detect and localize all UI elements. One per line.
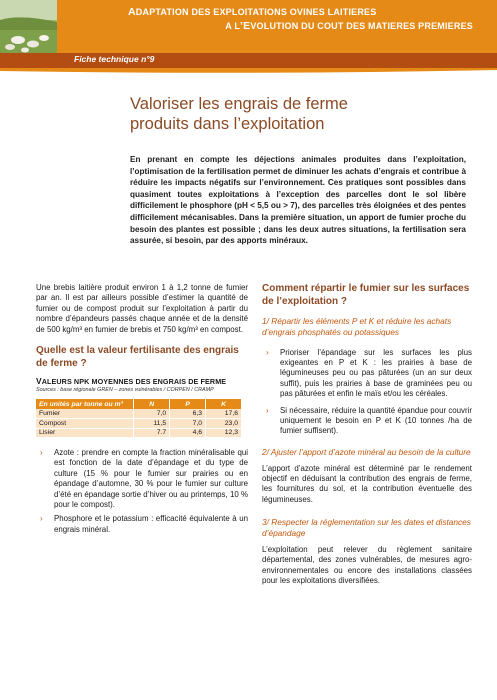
header-title-line1: ADAPTATION DES EXPLOITATIONS OVINES LAITIERES <box>128 6 377 18</box>
value-p: 7,0 <box>170 419 206 429</box>
bullet-arrow-icon: › <box>266 347 269 357</box>
right-column <box>262 283 472 586</box>
header-swoosh <box>0 68 497 74</box>
npk-table-source: Sources : base régionale GREN – zones vulnérables / CORPEN / CRAMP <box>36 387 214 394</box>
intro-paragraph: En prenant en compte les déjections animales produites dans l’exploitation, l’optimisation de la fertilisation permet de diminuer les achats d’engrais et contribue à réduire les impacts négatifs sur l’environnement. Ces pratiques sont possibles dans quasiment toutes exploitations à l’exception des parcelles dont le sol libère difficilement le phosphore (pH < 5,5 ou > 7), des parcelles très éloignées et des pentes difficilement mécanisables. Dans la première situation, un apport de fumier proche du besoin des plantes est possible ; dans les deux autres situations, la fertilisation sera assurée, si besoin, par des apports minéraux. <box>130 155 466 246</box>
subheading-3: 3/ Respecter la réglementation sur les dates et distances d’épandage <box>262 517 471 539</box>
value-n: 11,5 <box>134 419 170 429</box>
subheading-1: 1/ Répartir les éléments P et K et réduire les achats d’engrais phosphatés ou potassiques <box>262 316 452 337</box>
list-item: › Si nécessaire, réduire la quantité épandue pour couvrir uniquement le besoin en P et K (10 tonnes /ha de fumier suffisent). <box>266 405 472 436</box>
value-k: 23,0 <box>206 419 242 429</box>
page-title <box>130 94 430 134</box>
value-n: 7,0 <box>134 409 170 419</box>
list-item: › Prioriser l’épandage sur les surfaces les plus exigeantes en P et K : les prairies à base de légumineuses peu ou pas pâturées (un an sur deux suffit), puis les prairies à base de graminées peu ou pas pâturées et enfin le maïs et/ou les céréales. <box>266 347 472 399</box>
left-paragraph: Une brebis laitière produit environ 1 à 1,2 tonne de fumier par an. Il est par ailleurs possible d’estimer la quantité de fumier ou de compost produit sur l’exploitation à partir du nombre d’épandeurs passés chaque année et de la densité de 500 kg/m³ en fumier de brebis et 750 kg/m³ en compost. <box>36 283 248 334</box>
value-k: 12,3 <box>206 428 242 438</box>
table-row <box>36 409 242 419</box>
value-k: 17,6 <box>206 409 242 419</box>
npk-header-unit: En unités par tonne ou m³ <box>36 399 134 409</box>
value-n: 7.7 <box>134 428 170 438</box>
bullet-arrow-icon: › <box>40 448 43 458</box>
value-p: 4,6 <box>170 428 206 438</box>
row-label: Lisier <box>36 428 134 438</box>
table-row <box>36 428 242 438</box>
title-line2: produits dans l’exploitation <box>130 115 325 133</box>
right-paragraph-2: L’apport d’azote minéral est déterminé par le rendement objectif en déduisant la contribution des engrais de ferme, les fournitures du sol, et la contribution éventuelle des légumineuses. <box>262 463 472 504</box>
header-title-line2: A L’EVOLUTION DU COUT DES MATIERES PREMIERES <box>225 20 473 32</box>
bullet-arrow-icon: › <box>40 514 43 524</box>
npk-header-p: P <box>170 399 206 409</box>
npk-header-k: K <box>206 399 242 409</box>
right-paragraph-3: L’exploitation peut relever du règlement sanitaire départemental, des zones vulnérables, de mesures agro-environnementales ou encore des installations classées pour les exploitations diversifiées. <box>262 544 472 586</box>
row-label: Fumier <box>36 409 134 419</box>
row-label: Compost <box>36 419 134 429</box>
fiche-number: Fiche technique n°9 <box>74 54 155 64</box>
npk-table <box>36 399 242 438</box>
subheading-2: 2/ Ajuster l’apport d’azote minéral au besoin de la culture <box>262 446 471 457</box>
npk-header-row <box>36 399 242 409</box>
list-item: › Phosphore et le potassium : efficacité équivalente à un engrais minéral. <box>40 514 248 534</box>
table-row <box>36 419 242 429</box>
npk-header-n: N <box>134 399 170 409</box>
bullet-arrow-icon: › <box>266 405 269 415</box>
list-item: › Azote : prendre en compte la fraction minéralisable qui est fonction de la date d’épandage et du type de culture (15 % pour le fumier sur prairies ou en épandage d’automne, 30 % pour le fumier sur culture d’été en épandage sortie d’hiver ou au printemps, 10 % pour le compost). <box>40 448 248 510</box>
npk-table-title: VALEURS NPK MOYENNES DES ENGRAIS DE FERME <box>36 376 227 387</box>
value-p: 6,3 <box>170 409 206 419</box>
title-line1: Valoriser les engrais de ferme <box>130 95 348 113</box>
right-heading: Comment répartir le fumier sur les surfaces de l’exploitation ? <box>262 283 470 307</box>
left-heading: Quelle est la valeur fertilisante des engrais de ferme ? <box>36 345 239 369</box>
left-column <box>36 283 248 535</box>
